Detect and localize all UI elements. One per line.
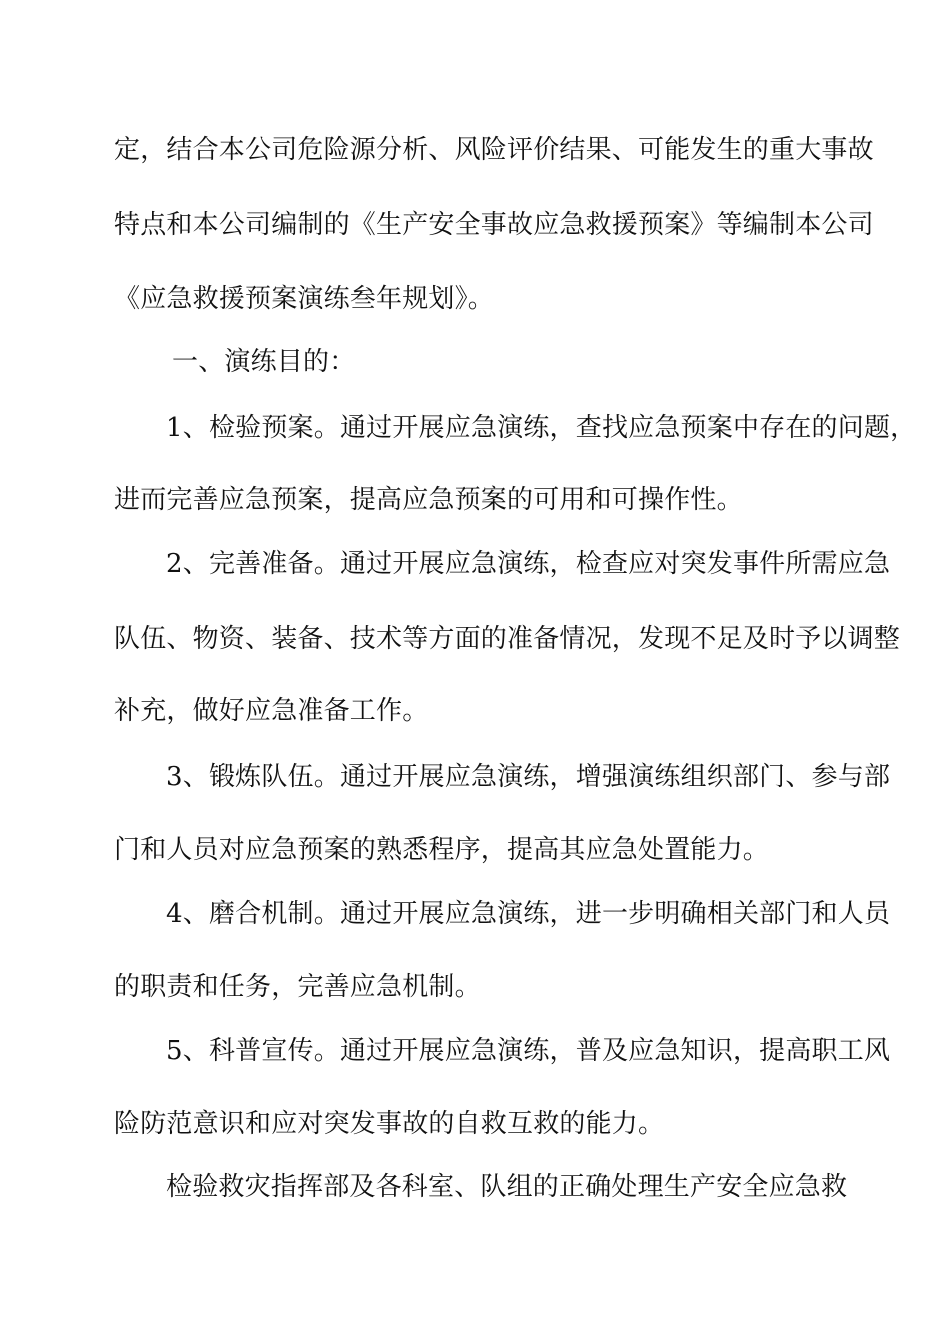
paragraph-line: 5、科普宣传。通过开展应急演练，普及应急知识，提高职工风 [166,1036,891,1066]
paragraph-line: 《应急救援预案演练叁年规划》。 [114,284,495,314]
paragraph-line: 1、检验预案。通过开展应急演练，查找应急预案中存在的问题， [166,413,917,443]
paragraph-line: 险防范意识和应对突发事故的自救互救的能力。 [114,1109,665,1139]
paragraph-line: 进而完善应急预案，提高应急预案的可用和可操作性。 [114,485,743,515]
paragraph-line: 门和人员对应急预案的熟悉程序，提高其应急处置能力。 [114,835,770,865]
paragraph-line: 检验救灾指挥部及各科室、队组的正确处理生产安全应急救 [166,1172,848,1202]
paragraph-line: 的职责和任务，完善应急机制。 [114,972,481,1002]
section-heading: 一、演练目的： [172,347,356,377]
paragraph-line: 4、磨合机制。通过开展应急演练，进一步明确相关部门和人员 [166,899,891,929]
paragraph-line: 3、锻炼队伍。通过开展应急演练，增强演练组织部门、参与部 [166,762,891,792]
paragraph-line: 定，结合本公司危险源分析、风险评价结果、可能发生的重大事故 [114,135,874,165]
paragraph-line: 补充，做好应急准备工作。 [114,696,429,726]
paragraph-line: 特点和本公司编制的《生产安全事故应急救援预案》等编制本公司 [114,210,874,240]
paragraph-line: 队伍、物资、装备、技术等方面的准备情况，发现不足及时予以调整 [114,624,901,654]
paragraph-line: 2、完善准备。通过开展应急演练，检查应对突发事件所需应急 [166,549,891,579]
